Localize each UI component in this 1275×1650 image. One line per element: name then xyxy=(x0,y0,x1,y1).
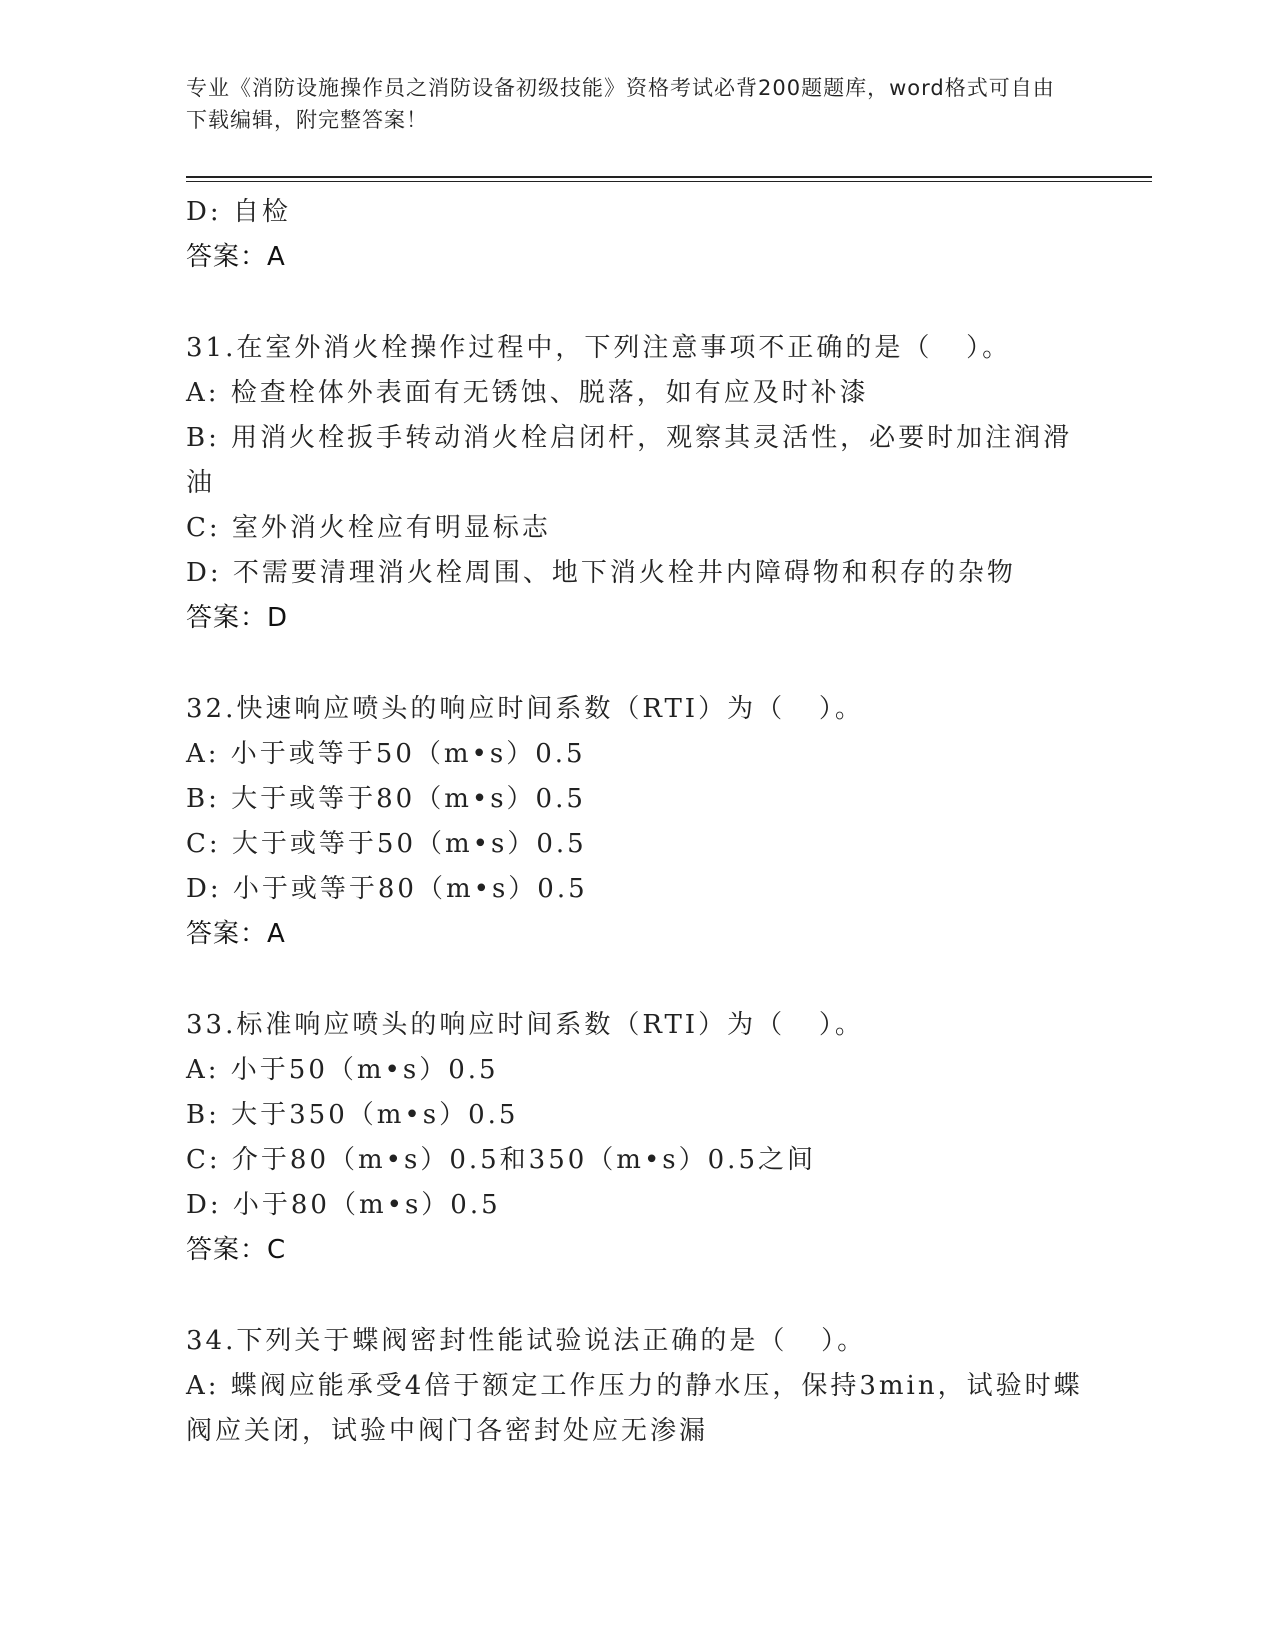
answer-text: 答案：A xyxy=(186,242,286,272)
option-text: D: 小于80（m•s）0.5 xyxy=(186,1190,501,1220)
option-text: C: 大于或等于50（m•s）0.5 xyxy=(186,829,587,859)
option-text: A: 检查栓体外表面有无锈蚀、脱落，如有应及时补漆 xyxy=(186,378,869,408)
question-block xyxy=(186,1319,1086,1454)
option-text: C: 介于80（m•s）0.5和350（m•s）0.5之间 xyxy=(186,1145,816,1175)
option-text: A: 小于50（m•s）0.5 xyxy=(186,1055,499,1085)
answer-text: 答案：C xyxy=(186,1235,287,1265)
option-text: B: 大于或等于80（m•s）0.5 xyxy=(186,784,586,814)
option-text: D: 不需要清理消火栓周围、地下消火栓井内障碍物和积存的杂物 xyxy=(186,558,1016,588)
question-block xyxy=(186,687,1086,957)
option-text: D: 小于或等于80（m•s）0.5 xyxy=(186,874,588,904)
question-content xyxy=(186,190,1086,1454)
question-text: 31.在室外消火栓操作过程中，下列注意事项不正确的是（ ）。 xyxy=(186,333,1012,363)
header-rule-thick xyxy=(186,176,1152,178)
option-text: B: 用消火栓扳手转动消火栓启闭杆，观察其灵活性，必要时加注润滑油 xyxy=(186,423,1073,498)
header-rule-thin xyxy=(186,181,1152,182)
question-text: 34.下列关于蝶阀密封性能试验说法正确的是（ ）。 xyxy=(186,1326,867,1356)
question-gap xyxy=(186,280,1086,326)
answer-text: 答案：D xyxy=(186,603,289,633)
question-block xyxy=(186,326,1086,641)
option-text: C: 室外消火栓应有明显标志 xyxy=(186,513,551,543)
question-gap xyxy=(186,957,1086,1003)
option-text: D: 自检 xyxy=(186,197,291,227)
option-text: A: 小于或等于50（m•s）0.5 xyxy=(186,739,586,769)
question-gap xyxy=(186,1273,1086,1319)
question-text: 33.标准响应喷头的响应时间系数（RTI）为（ ）。 xyxy=(186,1010,864,1040)
option-text: A: 蝶阀应能承受4倍于额定工作压力的静水压，保持3min，试验时蝶阀应关闭，试验中阀门各密封处应无渗漏 xyxy=(186,1371,1083,1446)
question-text: 32.快速响应喷头的响应时间系数（RTI）为（ ）。 xyxy=(186,694,864,724)
answer-text: 答案：A xyxy=(186,919,286,949)
document-header: 专业《消防设施操作员之消防设备初级技能》资格考试必背200题题库，word格式可自由下载编辑，附完整答案！ xyxy=(186,76,1055,132)
question-block xyxy=(186,1003,1086,1273)
option-text: B: 大于350（m•s）0.5 xyxy=(186,1100,519,1130)
question-gap xyxy=(186,641,1086,687)
